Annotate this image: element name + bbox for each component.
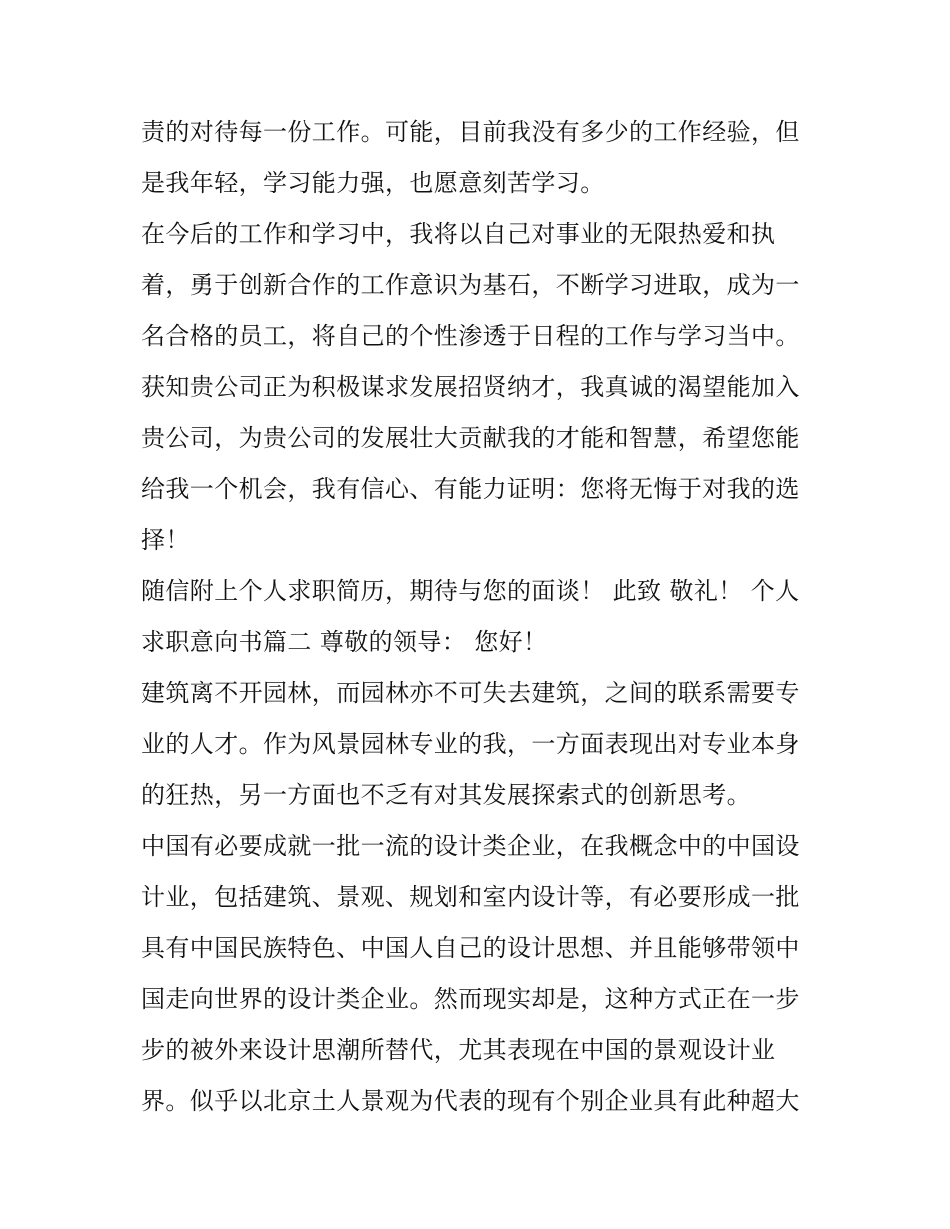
text-line: 求职意向书篇二 尊敬的领导： 您好！ xyxy=(141,628,548,656)
text-line: 业的人才。作为风景园林专业的我，一方面表现出对专业本身 xyxy=(141,730,800,758)
text-line: 贵公司，为贵公司的发展壮大贡献我的才能和智慧，希望您能 xyxy=(141,424,800,452)
text-line: 国走向世界的设计类企业。然而现实却是，这种方式正在一步 xyxy=(141,985,800,1013)
text-line: 建筑离不开园林，而园林亦不可失去建筑，之间的联系需要专 xyxy=(141,679,800,707)
text-line: 的狂热，另一方面也不乏有对其发展探索式的创新思考。 xyxy=(141,781,751,809)
text-line: 具有中国民族特色、中国人自己的设计思想、并且能够带领中 xyxy=(141,934,800,962)
text-line: 着，勇于创新合作的工作意识为基石，不断学习进取，成为一 xyxy=(141,271,800,299)
text-line: 随信附上个人求职简历，期待与您的面谈！ 此致 敬礼！ 个人 xyxy=(141,577,800,605)
text-line: 计业，包括建筑、景观、规划和室内设计等，有必要形成一批 xyxy=(141,883,800,911)
text-line: 步的被外来设计思潮所替代，尤其表现在中国的景观设计业 xyxy=(141,1036,776,1064)
text-line: 界。似乎以北京土人景观为代表的现有个别企业具有此种超大 xyxy=(141,1087,800,1115)
text-line: 责的对待每一份工作。可能，目前我没有多少的工作经验，但 xyxy=(141,118,800,146)
text-line: 在今后的工作和学习中，我将以自己对事业的无限热爱和执 xyxy=(141,220,776,248)
text-line: 中国有必要成就一批一流的设计类企业，在我概念中的中国设 xyxy=(141,832,800,860)
document-body xyxy=(141,107,821,1127)
text-line: 获知贵公司正为积极谋求发展招贤纳才，我真诚的渴望能加入 xyxy=(141,373,800,401)
text-line: 是我年轻，学习能力强，也愿意刻苦学习。 xyxy=(141,169,605,197)
text-line: 名合格的员工，将自己的个性渗透于日程的工作与学习当中。 xyxy=(141,322,800,350)
text-line: 给我一个机会，我有信心、有能力证明：您将无悔于对我的选 xyxy=(141,475,800,503)
text-line: 择！ xyxy=(141,526,190,554)
